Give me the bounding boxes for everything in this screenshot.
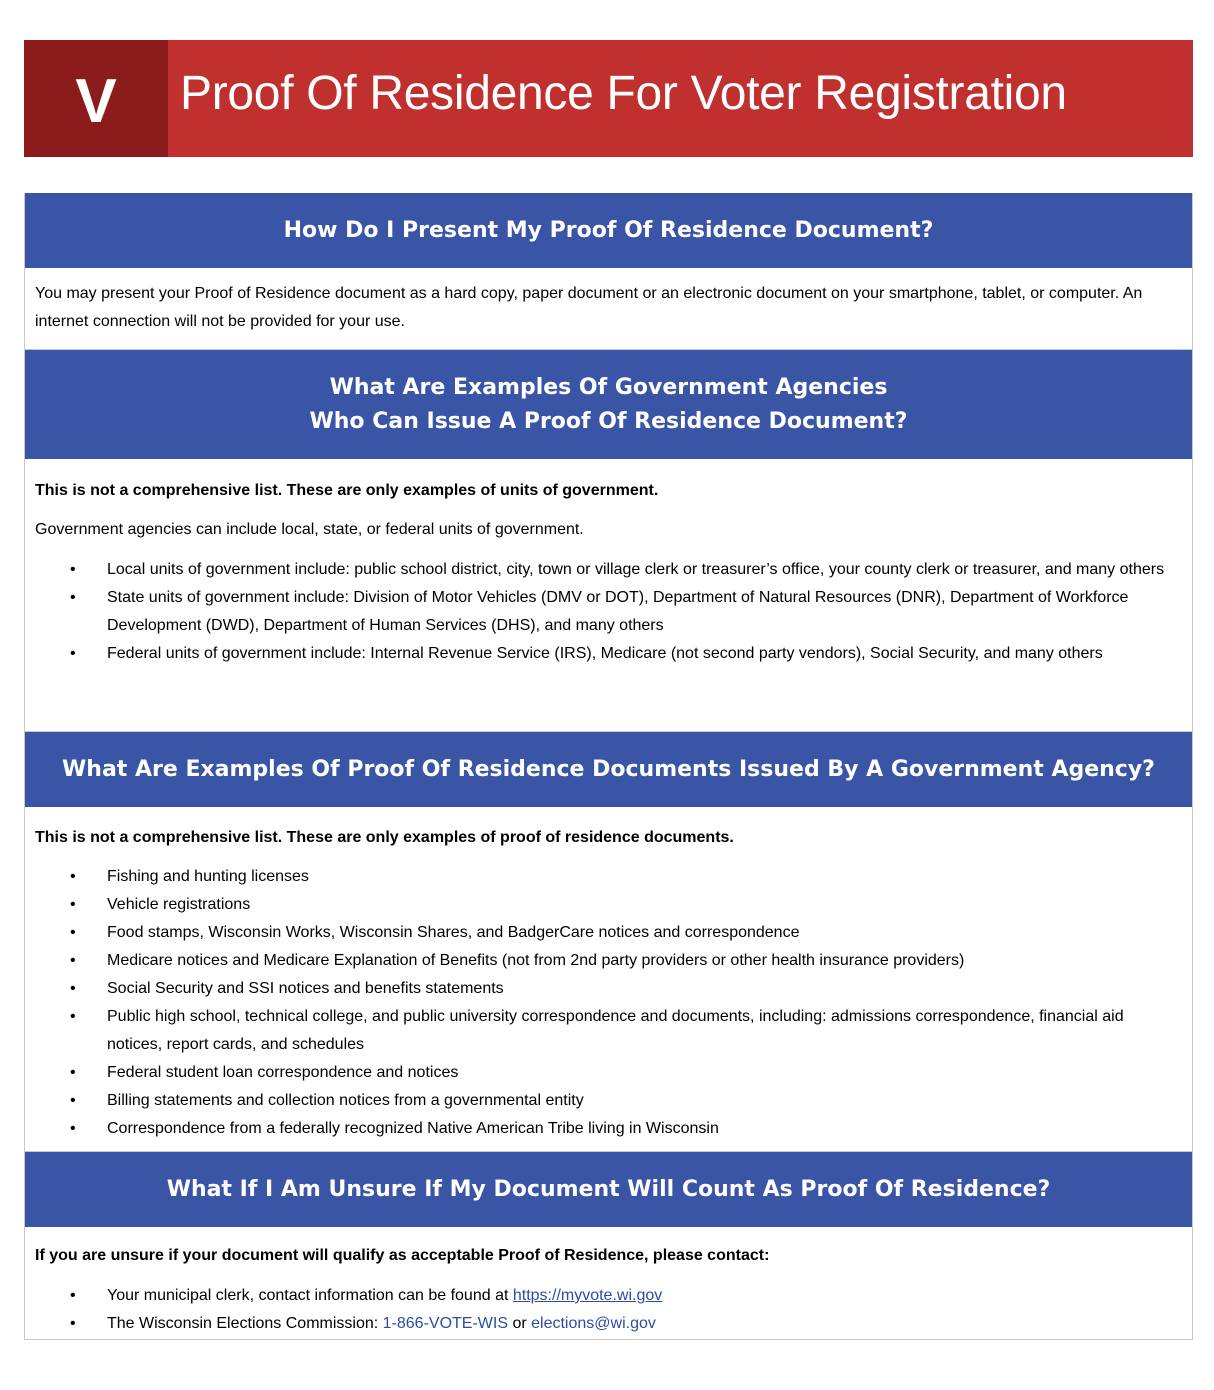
- list-item: • Vehicle registrations: [107, 891, 1182, 919]
- list-item: [107, 1282, 1182, 1310]
- myvote-link[interactable]: https://myvote.wi.gov: [512, 1287, 663, 1304]
- page-title: Proof Of Residence For Voter Registration: [180, 67, 1067, 120]
- agencies-paragraph: Government agencies can include local, state, or federal units of government.: [35, 521, 584, 538]
- section-heading-unsure: [25, 1152, 1192, 1227]
- list-item: • Billing statements and collection notices from a governmental entity: [107, 1087, 1182, 1115]
- unsure-lead: If you are unsure if your document will qualify as acceptable Proof of Residence, please contact:: [35, 1247, 770, 1264]
- section-heading-line2: Who Can Issue A Proof Of Residence Document?: [309, 408, 908, 434]
- list-item: • Food stamps, Wisconsin Works, Wisconsin Shares, and BadgerCare notices and correspondence: [107, 919, 1182, 947]
- section-heading-text: What If I Am Unsure If My Document Will Count As Proof Of Residence?: [166, 1176, 1051, 1202]
- documents-lead: This is not a comprehensive list. These are only examples of proof of residence documents.: [35, 829, 734, 846]
- list-item: • Medicare notices and Medicare Explanation of Benefits (not from 2nd party providers or other health insurance providers): [107, 947, 1182, 975]
- list-item: [107, 1310, 1182, 1338]
- document-content: [24, 193, 1193, 1340]
- section-body-agencies: [25, 459, 1192, 732]
- list-item: • Local units of government include: public school district, city, town or village clerk or treasurer’s office, your county clerk or treasurer, and many others: [107, 556, 1182, 584]
- present-paragraph: You may present your Proof of Residence document as a hard copy, paper document or an electronic document on your smartphone, tablet, or computer. An internet connection will not be provided for your use.: [35, 285, 1143, 330]
- list-item: • Public high school, technical college, and public university correspondence and documents, including: admissions correspondence, financial aid notices, report cards, and schedules: [107, 1003, 1182, 1059]
- agencies-lead: This is not a comprehensive list. These are only examples of units of government.: [35, 482, 659, 499]
- list-item: • Correspondence from a federally recognized Native American Tribe living in Wisconsin: [107, 1115, 1182, 1143]
- section-heading-text: What Are Examples Of Proof Of Residence Documents Issued By A Government Agency?: [62, 756, 1155, 782]
- clerk-text: Your municipal clerk, contact information can be found at: [107, 1287, 513, 1304]
- wec-text: The Wisconsin Elections Commission:: [107, 1315, 383, 1332]
- documents-list: [35, 863, 1182, 1143]
- title-bar: [24, 40, 1193, 157]
- section-body-unsure: [25, 1227, 1192, 1339]
- list-item: • Fishing and hunting licenses: [107, 863, 1182, 891]
- wec-or-text: or: [508, 1315, 532, 1332]
- wec-phone-link[interactable]: 1-866-VOTE-WIS: [382, 1315, 508, 1332]
- section-heading-text: How Do I Present My Proof Of Residence Document?: [283, 217, 934, 243]
- section-body-documents: [25, 807, 1192, 1152]
- section-heading-documents: [25, 732, 1192, 807]
- contact-list: [35, 1282, 1182, 1338]
- list-item: • Federal student loan correspondence and notices: [107, 1059, 1182, 1087]
- list-item: • Federal units of government include: Internal Revenue Service (IRS), Medicare (not second party vendors), Social Security, and many others: [107, 640, 1182, 668]
- section-letter-badge: V: [24, 40, 168, 157]
- section-heading-agencies: [25, 350, 1192, 459]
- list-item: • State units of government include: Division of Motor Vehicles (DMV or DOT), Department of Natural Resources (DNR), Department of Workforce Development (DWD), Department of Human Services (DHS), and many others: [107, 584, 1182, 640]
- agencies-list: [35, 556, 1182, 668]
- wec-email-link[interactable]: elections@wi.gov: [531, 1315, 656, 1332]
- list-item: • Social Security and SSI notices and benefits statements: [107, 975, 1182, 1003]
- section-body-present: [25, 268, 1192, 350]
- section-heading-line1: What Are Examples Of Government Agencies: [329, 374, 888, 400]
- section-heading-present: [25, 193, 1192, 268]
